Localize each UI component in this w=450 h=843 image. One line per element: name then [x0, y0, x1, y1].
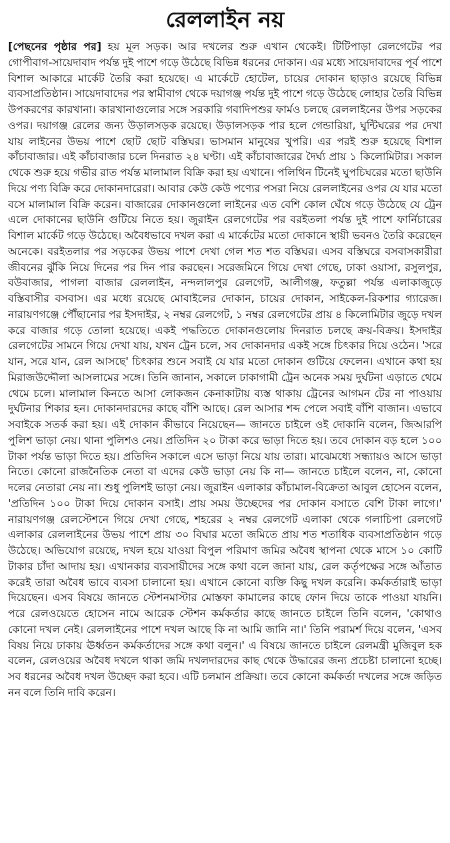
news-article	[8, 6, 442, 838]
headline-container	[8, 6, 442, 36]
article-body-text: হয় মূল সড়ক। আর দখলের শুরু এখান থেকেই। টিটিপাড়া রেলগেটের পর গোপীবাগ-সায়েদাবাদ পর্যন্ত দুই পাশে গড়ে উঠেছে বিভিন্ন ধরনের দোকান। এর মধ্যে সায়েদাবাদের পূর্ব পাশে বিশাল আকারে মার্কেট তৈরি করা হয়েছে। এ মার্কেটে হোটেল, চায়ের দোকান ছাড়াও রয়েছে বিভিন্ন ব্যবসাপ্রতিষ্ঠান। সায়েদাবাদের পর স্বামীবাগ থেকে দয়াগঞ্জ পর্যন্ত দুই পাশে গড়ে উঠেছে লোহার তৈরি বিভিন্ন উপকরণের কারখানা। কারখানাগুলোর সঙ্গে সরকারি গবাদিপশুর ফার্মও চলছে রেললাইনের উপর সড়কের ওপর। দয়াগঞ্জ রেলের জন্য উড়ালসড়ক রয়েছে। উড়ালসড়ক পার হলে গেন্ডারিয়া, ঘুন্টিঘরের পর দেখা যায় লাইনের উভয় পাশে ছোট ছোট বস্তিঘর। ভাসমান মানুষের খুপরি। এর পরই শুরু হয়েছে বিশাল কাঁচাবাজার। এই কাঁচাবাজার চলে দিনরাত ২৪ ঘণ্টা। এই কাঁচাবাজারের দৈর্ঘ্য প্রায় ১ কিলোমিটার। সকাল থেকে শুরু হয়ে গভীর রাত পর্যন্ত মালামাল বিক্রি করা হয় এখানে। পলিথিন টিনেই ঘুপচিঘরের মতো ছাউনি দিয়ে পণ্য বিক্রি করে দোকানদারেরা। আবার কেউ কেউ পণ্যের পসরা নিয়ে রেললাইনের ওপর যে যার মতো বসে মালামাল বিক্রি করেন। বাজারের দোকানগুলো লাইনের এত বেশি কোল ঘেঁষে গড়ে উঠেছে যে ট্রেন এলে দোকানের ছাউনি গুটিয়ে নিতে হয়। জুরাইন রেলগেটের পর বরইতলা পর্যন্ত দুই পাশে ফার্নিচারের বিশাল মার্কেট গড়ে উঠেছে। অবৈধভাবে দখল করা এ মার্কেটের মতো দোকানে স্থায়ী ভবনও তৈরি করেছেন অনেকে। বরইতলার পর সড়কের উভয় পাশে দেখা গেল শত শত বস্তিঘর। এসব বস্তিঘরে বসবাসকারীরা জীবনের ঝুঁকি নিয়ে দিনের পর দিন পার করছেন। সরেজমিনে গিয়ে দেখা গেছে, ঢাকা ওয়াসা, রসুলপুর, বউবাজার, পাগলা বাজার রেললাইন, নন্দলালপুর রেলগেট, আলীগঞ্জ, ফতুল্লা পর্যন্ত এলাকাজুড়ে বস্তিবাসীর বসবাস। এর মধ্যে রয়েছে মোবাইলের দোকান, চায়ের দোকান, সাইকেল-রিকশার গ্যারেজ। নারায়ণগঞ্জে পৌঁছানোর পর ইসদাইর, ২ নম্বর রেলগেট, ১ নম্বর রেলগেটের প্রায় ৪ কিলোমিটার জুড়ে দখল করে বাজার গড়ে তোলা হয়েছে। একই পদ্ধতিতে দোকানগুলোয় দিনরাত চলছে ক্রয়-বিক্রয়। ইসদাইর রেলগেটের সামনে গিয়ে দেখা যায়, যখন ট্রেন চলে, সব দোকানদার একই সঙ্গে চিৎকার দিয়ে ওঠেন। 'সরে যান, সরে যান, রেল আসছে' চিৎকার শুনে সবাই যে যার মতো দোকান গুটিয়ে ফেলেন। এখানে কথা হয় মিরাজউদ্দৌলা আসলামের সঙ্গে। তিনি জানান, সকালে ঢাকাগামী ট্রেন অনেক সময় দুর্ঘটনা এড়াতে থেমে থেমে চলে। মালামাল কিনতে আসা লোকজন কেনাকাটায় ব্যস্ত থাকায় ট্রেনের আগমন টের না পাওয়ায় দুর্ঘটনার শিকার হন। দোকানদারদের কাছে বাঁশি আছে। রেল আসার শব্দ পেলে সবাই বাঁশি বাজান। এভাবে সবাইকে সতর্ক করা হয়। এই দোকান কীভাবে নিয়েছেন— জানতে চাইলে ওই দোকানি বলেন, জিআরপি পুলিশ ভাড়া নেয়। থানা পুলিশও নেয়। প্রতিদিন ২০ টাকা করে ভাড়া দিতে হয়। তবে দোকান বড় হলে ১০০ টাকা পর্যন্ত ভাড়া দিতে হয়। প্রতিদিন সকালে এসে ভাড়া নিয়ে যায় তারা। মাঝেমধ্যে সন্ধ্যায়ও আসে ভাড়া নিতে। কোনো রাজনৈতিক নেতা বা এদের কেউ ভাড়া নেয় কি না— জানতে চাইলে বলেন, না, কোনো দলের নেতারা নেয় না। শুধু পুলিশই ভাড়া নেয়। জুরাইন এলাকার কাঁচামাল-বিক্রেতা আবুল হোসেন বলেন, 'প্রতিদিন ১০০ টাকা দিয়ে দোকান বসাই। প্রায় সময় উচ্ছেদের পর দোকান বসাতে বেশি টাকা লাগে।' নারায়ণগঞ্জ রেলস্টেশনে গিয়ে দেখা গেছে, শহরের ২ নম্বর রেলগেট এলাকা থেকে গলাচিপা রেলগেট এলাকার রেললাইনের উভয় পাশে প্রায় ৩০ বিঘার মতো জমিতে প্রায় শত শতাধিক ব্যবসাপ্রতিষ্ঠান গড়ে উঠেছে। অভিযোগ রয়েছে, দখল হয়ে যাওয়া বিপুল পরিমাণ জমির অবৈধ স্থাপনা থেকে মাসে ১০ কোটি টাকার চাঁদা আদায় হয়। এখানকার ব্যবসায়ীদের সঙ্গে কথা বলে জানা যায়, রেল কর্তৃপক্ষের সঙ্গে আঁতাত করেই তারা অবৈধ ভাবে ব্যবসা চালানো হয়। এখানে কোনো ব্যক্তি কিছু দখল করেনি। কর্মকর্তারাই ভাড়া দিয়েছেন। এসব বিষয়ে জানতে স্টেশনমাস্টার মোস্তফা কামালের কাছে ফোন দিয়ে তাকে পাওয়া যায়নি। পরে রেলওয়েতে হোসেন নামে আরেক স্টেশন কর্মকর্তার কাছে জানতে চাইলে তিনি বলেন, 'কোথাও কোনো দখল নেই। রেললাইনের পাশে দখল আছে কি না আমি জানি না।' তিনি পরামর্শ দিয়ে বলেন, 'এসব বিষয় নিয়ে ঢাকায় ঊর্ধ্বতন কর্মকর্তাদের সঙ্গে কথা বলুন।' এ বিষয়ে জানতে চাইলে রেলমন্ত্রী মুজিবুল হক বলেন, রেলওয়ের অবৈধ দখলে থাকা জমি দখলদারদের কাছ থেকে উদ্ধারের জন্য প্রচেষ্টা চালানো হচ্ছে। সব ধরনের অবৈধ দখল উচ্ছেদ করা হবে। এটি চলমান প্রক্রিয়া। তবে কোনো কর্মকর্তা দখলের সঙ্গে জড়িত নন বলে তিনি দাবি করেন।	[8, 41, 442, 699]
article-headline: রেললাইন নয়	[165, 8, 285, 33]
article-body	[8, 40, 442, 702]
continued-from-tag: [পেছনের পৃষ্ঠার পর]	[8, 41, 102, 53]
